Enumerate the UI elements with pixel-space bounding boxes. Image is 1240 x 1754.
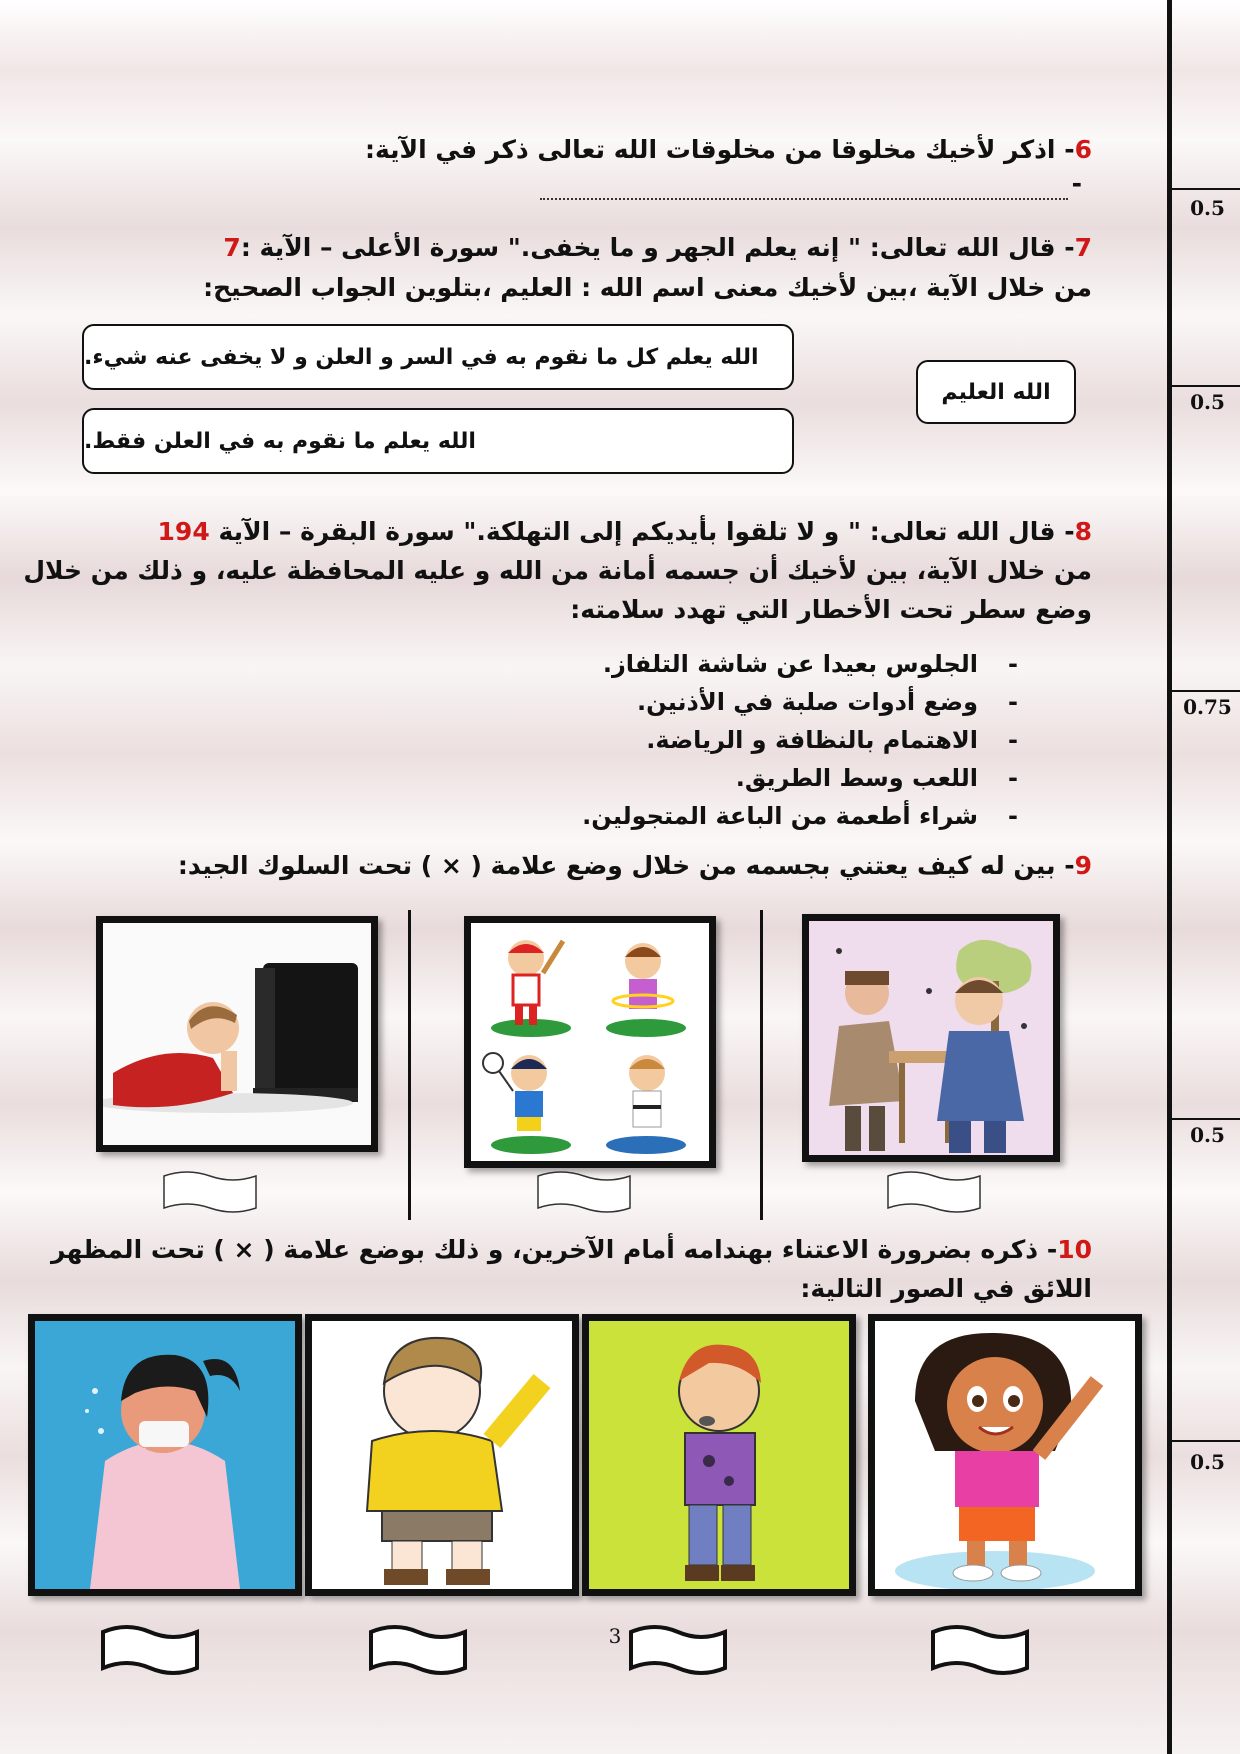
q6-answer-line[interactable] xyxy=(540,169,1082,202)
q10-line1: 10- ذكره بضرورة الاعتناء بهندامه أمام الآخرين، و ذلك بوضع علامة ( × ) تحت المظهر xyxy=(51,1235,1092,1264)
score-divider xyxy=(1172,690,1240,692)
score-divider xyxy=(1172,1118,1240,1120)
score-divider xyxy=(1172,1440,1240,1442)
q8-line2: من خلال الآية، بين لأخيك أن جسمه أمانة من الله و عليه المحافظة عليه، و ذلك من خلال xyxy=(23,556,1092,585)
score-q6: 0.5 xyxy=(1190,196,1225,220)
page-number: 3 xyxy=(608,1624,622,1648)
boy-watching-tv-image xyxy=(96,916,378,1152)
kids-playing-sports-image xyxy=(464,916,716,1168)
q8-ayah-number: 194 xyxy=(157,517,210,546)
q9-text: 9- بين له كيف يعتني بجسمه من خلال وضع علامة ( × ) تحت السلوك الجيد: xyxy=(177,851,1092,880)
q8-item-4[interactable]: -اللعب وسط الطريق. xyxy=(735,764,1018,792)
q6-answer-dash: - xyxy=(1071,169,1082,198)
q6-text: 6- اذكر لأخيك مخلوقا من مخلوقات الله تعالى ذكر في الآية: xyxy=(365,135,1092,164)
messy-boy-image xyxy=(582,1314,856,1596)
q10-line2: اللائق في الصور التالية: xyxy=(800,1274,1092,1303)
q8-line3: وضع سطر تحت الأخطار التي تهدد سلامته: xyxy=(570,595,1092,624)
q6-number: 6 xyxy=(1074,135,1092,164)
answer-flag[interactable] xyxy=(886,1168,982,1216)
q7-ayah-number: 7 xyxy=(223,233,241,262)
score-q7: 0.5 xyxy=(1190,390,1225,414)
q8-item-1[interactable]: -الجلوس بعيدا عن شاشة التلفاز. xyxy=(602,650,1018,678)
answer-flag[interactable] xyxy=(368,1622,468,1678)
q7-line1: 7- قال الله تعالى: " إنه يعلم الجهر و ما يخفى." سورة الأعلى – الآية :7 xyxy=(223,233,1092,262)
q7-line2: من خلال الآية ،بين لأخيك معنى اسم الله : العليم ،بتلوين الجواب الصحيح: xyxy=(203,273,1092,302)
score-q10: 0.5 xyxy=(1190,1450,1225,1474)
street-vendor-image xyxy=(802,914,1060,1162)
q7-option-1[interactable]: الله يعلم كل ما نقوم به في السر و العلن و لا يخفى عنه شيء. xyxy=(82,324,794,390)
q8-item-5[interactable]: -شراء أطعمة من الباعة المتجولين. xyxy=(582,802,1018,830)
answer-flag[interactable] xyxy=(162,1168,258,1216)
q8-item-3[interactable]: -الاهتمام بالنظافة و الرياضة. xyxy=(646,726,1018,754)
score-q8: 0.75 xyxy=(1183,695,1232,719)
q8-line1: 8- قال الله تعالى: " و لا تلقوا بأيديكم إلى التهلكة." سورة البقرة – الآية 194 xyxy=(157,517,1092,546)
score-divider xyxy=(1172,188,1240,190)
answer-flag[interactable] xyxy=(536,1168,632,1216)
column-divider xyxy=(408,910,411,1220)
girl-sneezing-image xyxy=(28,1314,302,1596)
column-divider xyxy=(760,910,763,1220)
q8-number: 8 xyxy=(1074,517,1092,546)
score-column-line xyxy=(1167,0,1172,1754)
q9-number: 9 xyxy=(1074,851,1092,880)
score-q9: 0.5 xyxy=(1190,1123,1225,1147)
q10-number: 10 xyxy=(1057,1235,1092,1264)
answer-flag[interactable] xyxy=(628,1622,728,1678)
q7-option-2[interactable]: الله يعلم ما نقوم به في العلن فقط. xyxy=(82,408,794,474)
answer-flag[interactable] xyxy=(100,1622,200,1678)
score-divider xyxy=(1172,385,1240,387)
answer-flag[interactable] xyxy=(930,1622,1030,1678)
q7-number: 7 xyxy=(1074,233,1092,262)
q7-name-box: الله العليم xyxy=(916,360,1076,424)
dora-image xyxy=(868,1314,1142,1596)
boy-yellow-sweater-image xyxy=(305,1314,579,1596)
q8-item-2[interactable]: -وضع أدوات صلبة في الأذنين. xyxy=(637,688,1018,716)
